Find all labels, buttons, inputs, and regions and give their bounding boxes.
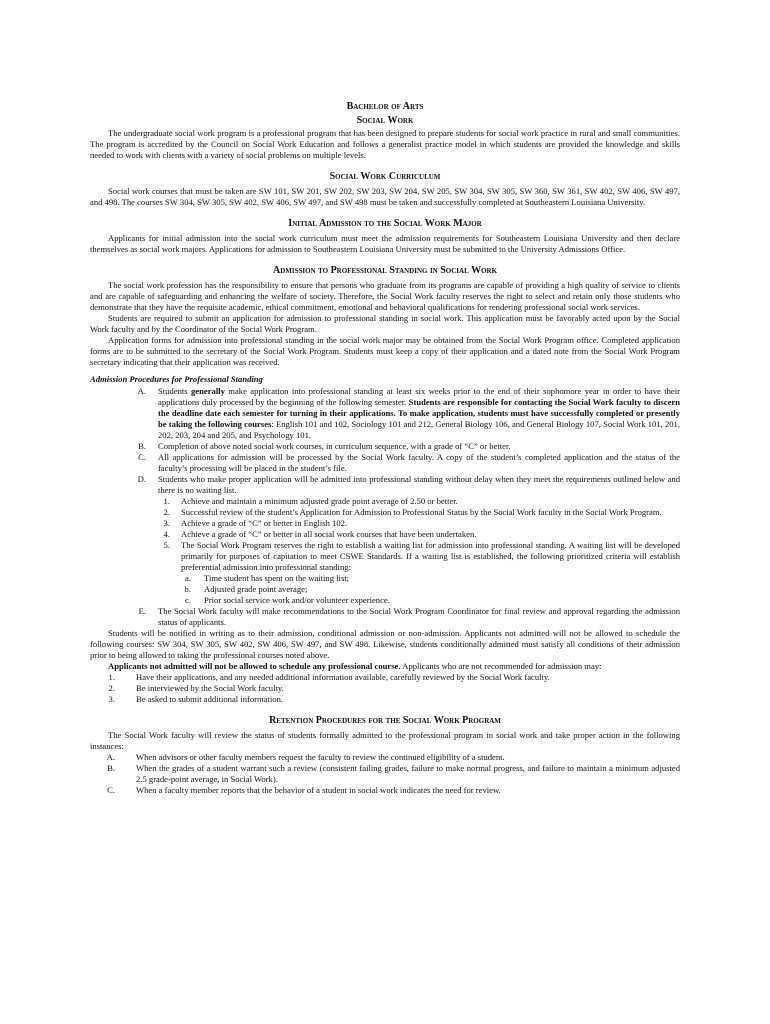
item-label: A. [106, 752, 115, 762]
text-run: Applicants who are not recommended for admission may: [400, 661, 602, 671]
criteria-item [181, 595, 680, 606]
bold-run: Students are responsible for contacting the Social Work faculty to discern the deadline date each semester for turning in their applications. To make application, students must have successfully completed or presently be taking the following courses [158, 397, 680, 429]
item-text: Adjusted grade point average; [204, 584, 308, 594]
item-label: C. [138, 452, 146, 462]
item-label: b. [184, 584, 191, 594]
requirement-item [158, 518, 680, 529]
item-label: A. [137, 386, 146, 396]
professional-paragraph-1: The social work profession has the responsibility to ensure that persons who graduate from its programs are capable of providing a high quality of service to clients and are capable of safeguarding and enhancing the welfare of society. Therefore, the Social Work faculty reserves the right to select and retain only those students who demonstrate that they have the requisite academic, ethical commitment, emotional and behavioral qualifications for rendering professional social work services. [90, 280, 680, 312]
item-label: 3. [108, 694, 115, 704]
item-label: a. [185, 573, 191, 583]
item-text: Be interviewed by the Social Work faculty. [136, 683, 284, 693]
item-label: 3. [163, 518, 170, 528]
requirement-item [158, 496, 680, 507]
retention-item [90, 752, 680, 763]
bold-run: generally [191, 386, 225, 396]
document-body [90, 100, 680, 796]
item-label: C. [107, 785, 115, 795]
item-text: Have their applications, and any needed additional information available, carefully reviewed by the Social Work faculty. [136, 672, 550, 682]
item-text: Achieve a grade of “C” or better in all social work courses that have been undertaken. [181, 529, 477, 539]
retention-item [90, 763, 680, 785]
professional-standing-heading: Admission to Professional Standing in Social Work [272, 265, 498, 276]
intro-paragraph: The undergraduate social work program is a professional program that has been designed to prepare students for social work practice in rural and small communities. The program is accredited by the Council on Social Work Education and follows a generalist practice model in which students are provided the knowledge and skills needed to work with clients with a variety of social problems on multiple levels. [90, 128, 680, 160]
procedure-item-a [90, 386, 680, 441]
text-run: make application into professional standing at least six weeks prior to the end of their sophomore year in order to have their applications duly processed by the beginning of the following semester. [158, 386, 680, 407]
requirement-item [158, 529, 680, 540]
criteria-item [181, 573, 680, 584]
item-text: Time student has spent on the waiting list; [204, 573, 350, 583]
item-text: When advisors or other faculty members request the faculty to review the continued eligibility of a student. [136, 752, 505, 762]
curriculum-heading: Social Work Curriculum [329, 171, 441, 182]
requirement-item [158, 540, 680, 573]
text-run: Students [158, 386, 191, 396]
item-label: 5. [163, 540, 170, 550]
retention-heading: Retention Procedures for the Social Work Program [269, 715, 501, 726]
item-text: Be asked to submit additional information. [136, 694, 284, 704]
item-text: The Social Work Program reserves the right to establish a waiting list for admission into professional standing. A waiting list will be developed primarily for purposes of capitation to meet CSWE Standards. If a waiting list is established, the following prioritized criteria will establish preferential admission into professional standing: [181, 540, 680, 572]
curriculum-paragraph: Social work courses that must be taken are SW 101, SW 201, SW 202, SW 203, SW 204, SW 205, SW 304, SW 305, SW 360, SW 361, SW 402, SW 406, SW 497, and 498. The courses SW 304, SW 305, SW 402, SW 406, SW 497, and SW 498 must be taken and successfully completed at Southeastern Louisiana University. [90, 186, 680, 207]
procedure-item-e [90, 606, 680, 628]
not-admitted-paragraph [90, 661, 680, 672]
program-title: Social Work [356, 115, 414, 126]
item-label: 1. [108, 672, 115, 682]
notification-paragraph: Students will be notified in writing as to their admission, conditional admission or non-admission. Applicants not admitted will not be allowed to schedule the following courses: SW 304, SW 305, SW 402, SW 406, SW 497, and SW 498. Likewise, students conditionally admitted must satisfy all conditions of their admission prior to being allowed to taking the professional courses noted above. [90, 628, 680, 660]
procedures-subheading: Admission Procedures for Professional Standing [90, 374, 263, 384]
degree-title: Bachelor of Arts [346, 101, 424, 112]
professional-paragraph-2: Students are required to submit an application for admission to professional standing in social work. This application must be favorably acted upon by the Social Work faculty and by the Coordinator of the Social Work Program. [90, 313, 680, 334]
item-text: Students who make proper application will be admitted into professional standing without delay when they meet the requirements outlined below and there is no waiting list. [158, 474, 680, 495]
procedure-item-b [90, 441, 680, 452]
item-text: Achieve a grade of “C” or better in English 102. [181, 518, 348, 528]
procedure-item-c [90, 452, 680, 474]
item-text: All applications for admission will be processed by the Social Work faculty. A copy of the student’s completed application and the status of the faculty’s processing will be placed in the student’s file. [158, 452, 680, 473]
item-text: The Social Work faculty will make recommendations to the Social Work Program Coordinator for final review and approval regarding the admission status of applicants. [158, 606, 680, 627]
item-text: Successful review of the student’s Application for Admission to Professional Status by the Social Work faculty in the Social Work Program. [181, 507, 662, 517]
option-item [90, 672, 680, 683]
item-label: c. [185, 595, 191, 605]
initial-admission-paragraph: Applicants for initial admission into the social work curriculum must meet the admission requirements for Southeastern Louisiana University and then declare themselves as social work majors. Applications for admission to Southeastern Louisiana University must be submitted to the University Admissions Office. [90, 233, 680, 254]
procedure-item-d [90, 474, 680, 496]
bold-run: Applicants not admitted will not be allowed to schedule any professional course. [108, 661, 401, 671]
criteria-item [181, 584, 680, 595]
item-label: B. [107, 763, 115, 773]
item-text: When a faculty member reports that the behavior of a student in social work indicates the need for review. [136, 785, 501, 795]
item-text [158, 386, 680, 441]
option-item [90, 694, 680, 705]
item-text: When the grades of a student warrant such a review (consistent failing grades, failure to make normal progress, and failure to maintain a minimum adjusted 2.5 grade-point average, in Social Work). [136, 763, 680, 784]
retention-item [90, 785, 680, 796]
professional-paragraph-3: Application forms for admission into professional standing in the social work major may be obtained from the Social Work Program office. Completed application forms are to be submitted to the secretary of the Social Work Program. Students must keep a copy of their application and a dated note from the Social Work Program secretary indicating that their application was received. [90, 335, 680, 367]
text-run: : English 101 and 102, Sociology 101 and 212, General Biology 106, and General Biology 107, Social Work 101, 201, 202, 203, 204 and 205, and Psychology 101. [158, 419, 681, 440]
item-text: Prior social service work and/or volunteer experience. [204, 595, 390, 605]
item-label: 2. [108, 683, 115, 693]
item-label: 4. [163, 529, 170, 539]
item-text: Achieve and maintain a minimum adjusted grade point average of 2.50 or better. [181, 496, 458, 506]
option-item [90, 683, 680, 694]
item-label: B. [138, 441, 146, 451]
item-label: 1. [163, 496, 170, 506]
item-text: Completion of above noted social work courses, in curriculum sequence, with a grade of “C” or better. [158, 441, 511, 451]
item-label: D. [137, 474, 146, 484]
requirement-item [158, 507, 680, 518]
item-label: E. [138, 606, 146, 616]
item-label: 2. [163, 507, 170, 517]
retention-paragraph: The Social Work faculty will review the status of students formally admitted to the professional program in social work and take proper action in the following instances: [90, 730, 680, 751]
initial-admission-heading: Initial Admission to the Social Work Major [288, 218, 482, 229]
